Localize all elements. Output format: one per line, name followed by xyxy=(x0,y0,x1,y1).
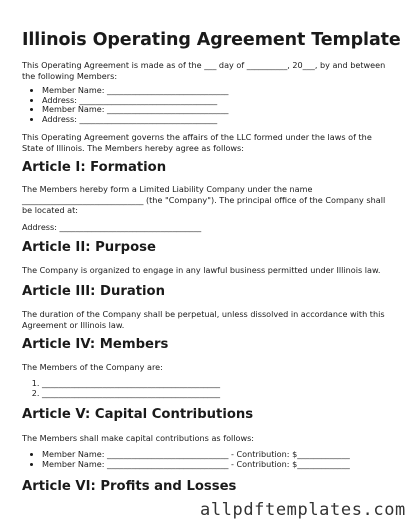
article-4-heading: Article IV: Members xyxy=(22,337,169,352)
article-2-text: The Company is organized to engage in any lawful business permitted under Illinois law. xyxy=(22,265,381,275)
list-item: 2. ____________________________________________ xyxy=(42,389,220,399)
article-6-heading: Article VI: Profits and Losses xyxy=(22,479,237,494)
article-1-heading: Article I: Formation xyxy=(22,160,167,175)
article-1-address: Address: ___________________________________ xyxy=(22,222,202,232)
watermark: allpdftemplates.com xyxy=(200,500,406,520)
document-title: Illinois Operating Agreement Template xyxy=(22,30,401,50)
article-4-text: The Members of the Company are: xyxy=(22,362,163,372)
article-3-text: The duration of the Company shall be perpetual, unless dissolved in accordance with this Agreement or Illinois law. xyxy=(22,309,385,330)
member-address-line: • Address: __________________________________ xyxy=(42,96,228,106)
member-name-line: • Member Name: ______________________________ xyxy=(42,86,228,96)
list-item: • Member Name: ______________________________ - Contribution: $_____________ xyxy=(42,450,350,460)
intro-paragraph: This Operating Agreement is made as of the ___ day of __________, 20___, by and between the following Members: xyxy=(22,60,386,81)
article-4-members-list xyxy=(32,379,220,398)
article-3-heading: Article III: Duration xyxy=(22,284,166,299)
article-5-contributions-list xyxy=(32,450,350,469)
member-name-line: • Member Name: ______________________________ xyxy=(42,105,228,115)
members-list xyxy=(32,86,228,125)
list-item: • Member Name: ______________________________ - Contribution: $_____________ xyxy=(42,460,350,470)
article-5-text: The Members shall make capital contributions as follows: xyxy=(22,433,255,443)
list-item: 1. ____________________________________________ xyxy=(42,379,220,389)
article-2-heading: Article II: Purpose xyxy=(22,240,156,255)
member-address-line: • Address: __________________________________ xyxy=(42,115,228,125)
article-5-heading: Article V: Capital Contributions xyxy=(22,407,254,422)
governs-paragraph: This Operating Agreement governs the affairs of the LLC formed under the laws of the State of Illinois. The Members hereby agree as follows: xyxy=(22,132,372,153)
article-1-text: The Members hereby form a Limited Liability Company under the name ______________________________ (the "Company"). The principal office of the Company shall be located at: xyxy=(22,184,386,215)
